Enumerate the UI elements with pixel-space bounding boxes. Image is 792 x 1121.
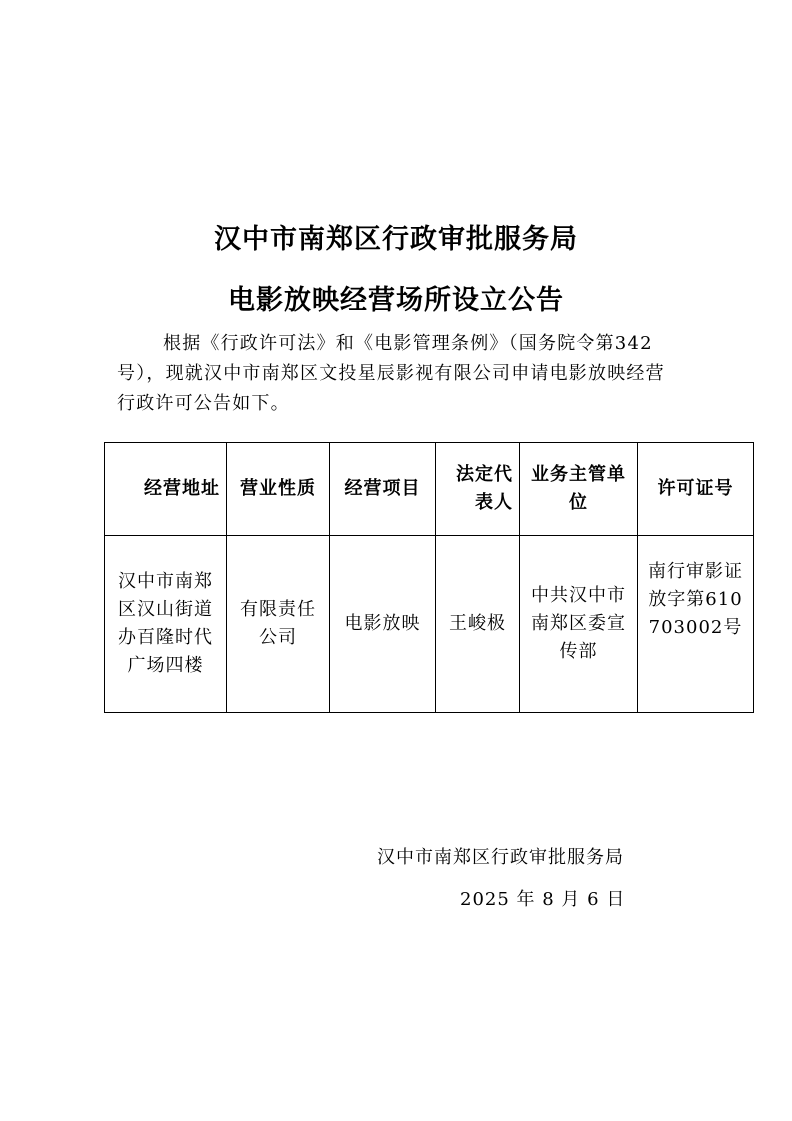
intro-paragraph: 根据《行政许可法》和《电影管理条例》（国务院令第342号），现就汉中市南郑区文投星辰影视有限公司申请电影放映经营行政许可公告如下。 (117, 333, 665, 414)
cell-address: 汉中市南郑区汉山街道办百隆时代广场四楼 (105, 536, 227, 713)
cell-nature: 有限责任公司 (227, 536, 330, 713)
header-license: 许可证号 (638, 443, 754, 536)
cell-supervisor: 中共汉中市南郑区委宣传部 (520, 536, 638, 713)
cell-representative: 王峻极 (436, 536, 520, 713)
table-row (105, 536, 754, 713)
document-title-line2: 电影放映经营场所设立公告 (228, 285, 564, 316)
cell-license: 南行审影证放字第610703002号 (638, 536, 754, 713)
cell-project: 电影放映 (330, 536, 436, 713)
header-address: 经营地址 (105, 443, 227, 536)
table-header-row (105, 443, 754, 536)
header-representative: 法定代表人 (436, 443, 520, 536)
document-title-line1: 汉中市南郑区行政审批服务局 (214, 224, 578, 255)
header-project: 经营项目 (330, 443, 436, 536)
header-nature: 营业性质 (227, 443, 330, 536)
announcement-table (104, 442, 754, 713)
signature-organization: 汉中市南郑区行政审批服务局 (377, 847, 624, 868)
signature-date: 2025 年 8 月 6 日 (460, 889, 626, 910)
header-supervisor: 业务主管单位 (520, 443, 638, 536)
